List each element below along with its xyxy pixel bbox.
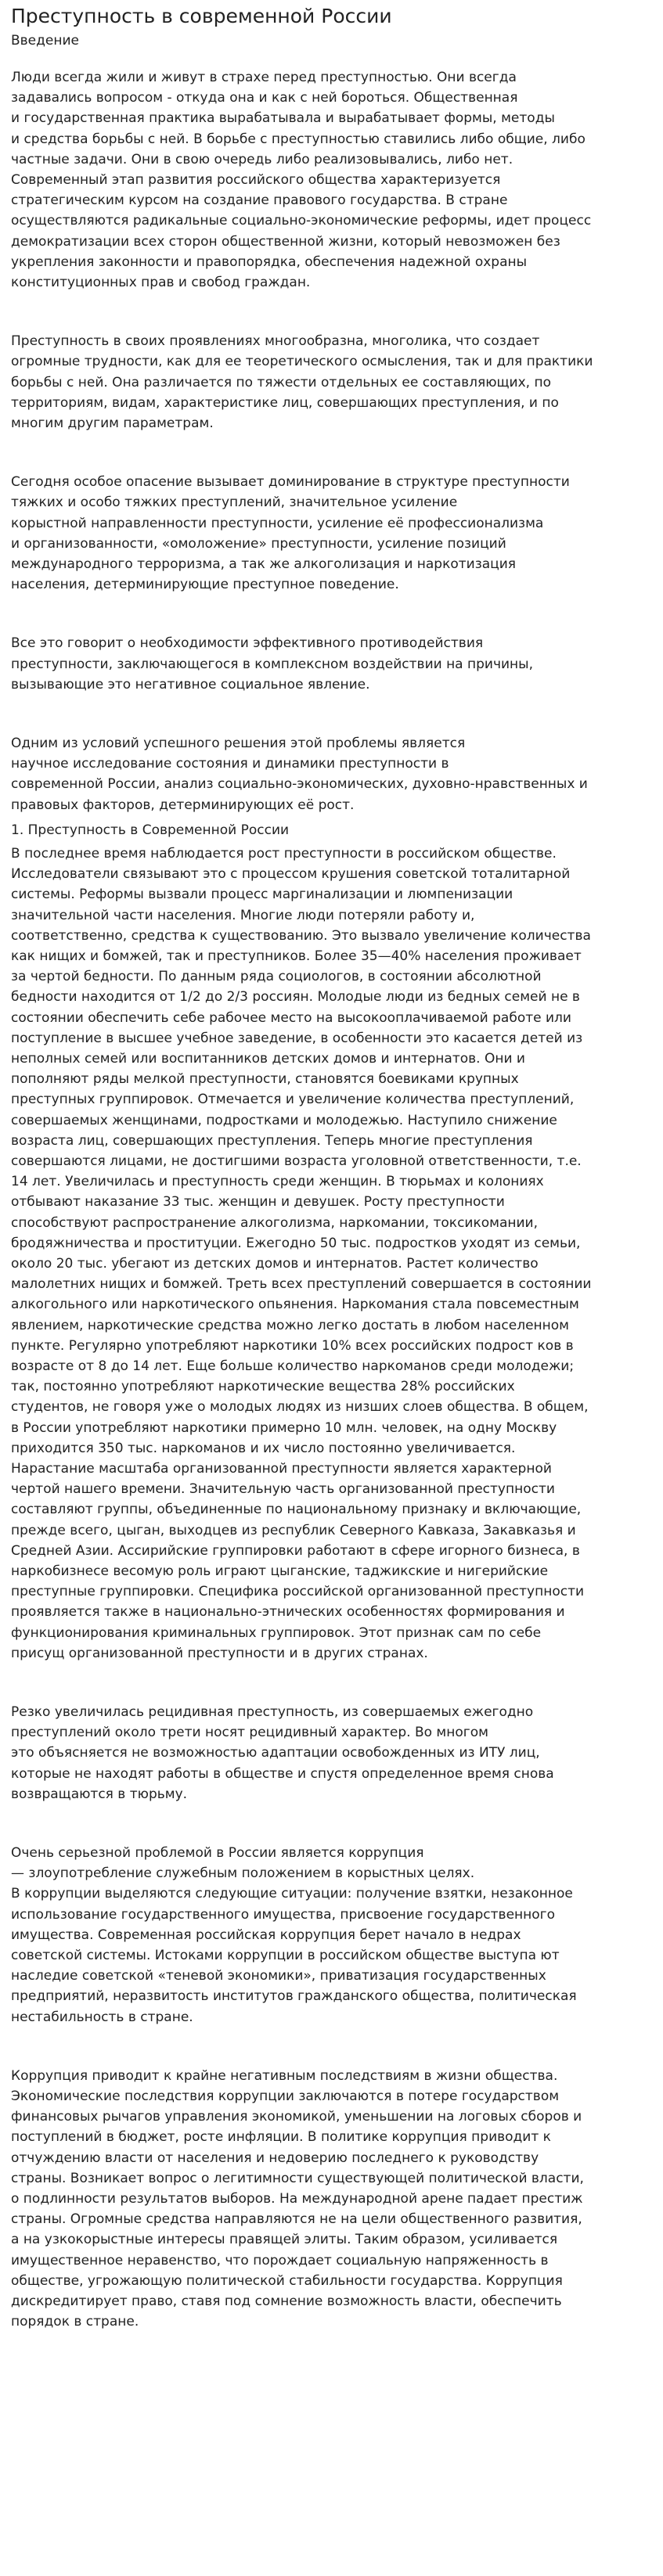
- intro-paragraph-3: Сегодня особое опасение вызывает доминирование в структуре преступности тяжких и особо тяжких преступлений, значительное усиление корыстной направленности преступности, усиление её профессионализма и организованности, «омоложение» преступности, усиление позиций международного терроризма, а так же алкоголизация и наркотизация населения, детерминирующие преступное поведение.: [11, 474, 570, 593]
- section-paragraph-2: Резко увеличилась рецидивная преступность, из совершаемых ежегодно преступлений около трети носят рецидивный характер. Во многом это объясняется не возможностью адаптации освобожденных из ИТУ лиц, которые не находят работы в обществе и спустя определенное время снова возвращаются в тюрьму.: [11, 1704, 554, 1802]
- document-title: Преступность в современной России: [11, 5, 392, 27]
- intro-paragraph-1: Люди всегда жили и живут в страхе перед преступностью. Они всегда задавались вопросом - откуда она и как с ней бороться. Общественная и государственная практика вырабатывала и вырабатывает формы, методы и средства борьбы с ней. В борьбе с преступностью ставились либо общие, либо частные задачи. Они в свою очередь либо реализовывались, либо нет. Современный этап развития российского общества характеризуется стратегическим курсом на создание правового государства. В стране осуществляются радикальные социально-экономические реформы, идет процесс демократизации всех сторон общественной жизни, который невозможен без укрепления законности и правопорядка, обеспечения надежной охраны конституционных прав и свобод граждан.: [11, 70, 592, 291]
- section-paragraph-3: Очень серьезной проблемой в России является коррупция — злоупотребление служебным положением в корыстных целях. В коррупции выделяются следующие ситуации: получение взятки, незаконное использование государственного имущества, присвоение государственного имущества. Современная российская коррупция берет начало в недрах советской системы. Истоками коррупции в российском обществе выступа ют наследие советской «теневой экономики», приватизация государственных предприятий, неразвитость институтов гражданского общества, политическая нестабильность в стране.: [11, 1845, 577, 2025]
- intro-paragraph-2: Преступность в своих проявлениях многообразна, многолика, что создает огромные трудности, как для ее теоретического осмысления, так и для практики борьбы с ней. Она различается по тяжести отдельных ее составляющих, по территориям, видам, характеристике лиц, совершающих преступления, и по многим другим параметрам.: [11, 333, 593, 432]
- section-heading: 1. Преступность в Современной России: [11, 822, 290, 838]
- intro-paragraph-5: Одним из условий успешного решения этой проблемы является научное исследование состояния и динамики преступности в современной России, анализ социально-экономических, духовно-нравственных и правовых факторов, детерминирующих её рост.: [11, 736, 588, 813]
- intro-heading: Введение: [11, 33, 79, 49]
- section-paragraph-1: В последнее время наблюдается рост преступности в российском обществе. Исследователи связывают это с процессом крушения советской тоталитарной системы. Реформы вызвали процесс маргинализации и люмпенизации значительной части населения. Многие люди потеряли работу и, соответственно, средства к существованию. Это вызвало увеличение количества как нищих и бомжей, так и преступников. Более 35—40% населения проживает за чертой бедности. По данным ряда социологов, в состоянии абсолютной бедности находится от 1/2 до 2/3 россиян. Молодые люди из бедных семей не в состоянии обеспечить себе рабочее место на высокооплачиваемой работе или поступление в высшее учебное заведение, в особенности это касается детей из неполных семей или воспитанников детских домов и интернатов. Они и пополняют ряды мелкой преступности, становятся боевиками крупных преступных группировок. Отмечается и увеличение количества преступлений, совершаемых женщинами, подростками и молодежью. Наступило снижение возраста лиц, совершающих преступления. Теперь многие преступления совершаются лицами, не достигшими возраста уголовной ответственности, т.е. 14 лет. Увеличилась и преступность среди женщин. В тюрьмах и колониях отбывают наказание 33 тыс. женщин и девушек. Росту преступности способствуют распространение алкоголизма, наркомании, токсикомании, бродяжничества и проституции. Ежегодно 50 тыс. подростков уходят из семьи, около 20 тыс. убегают из детских домов и интернатов. Растет количество малолетних нищих и бомжей. Треть всех преступлений совершается в состоянии алкогольного или наркотического опьянения. Наркомания стала повсеместным явлением, наркотические средства можно легко достать в любом населенном пункте. Регулярно употребляют наркотики 10% всех российских подрост ков в возрасте от 8 до 14 лет. Еще больше количество наркоманов среди молодежи; так, постоянно употребляют наркотические вещества 28% российских студентов, не говоря уже о молодых людях из низших слоев общества. В общем, в России употребляют наркотики примерно 10 млн. человек, на одну Москву приходится 350 тыс. наркоманов и их число постоянно увеличивается. Нарастание масштаба организованной преступности является характерной чертой нашего времени. Значительную часть организованной преступности составляют группы, объединенные по национальному признаку и включающие, прежде всего, цыган, выходцев из республик Северного Кавказа, Закавказья и Средней Азии. Ассирийские группировки работают в сфере игорного бизнеса, в наркобизнесе весомую роль играют цыганские, таджикские и нигерийские преступные группировки. Специфика российской организованной преступности проявляется также в национально-этнических особенностях формирования и функционирования криминальных группировок. Этот признак сам по себе присущ организованной преступности и в других странах.: [11, 845, 592, 1661]
- section-paragraph-4: Коррупция приводит к крайне негативным последствиям в жизни общества. Экономические последствия коррупции заключаются в потере государством финансовых рычагов управления экономикой, уменьшении на логовых сборов и поступлений в бюджет, росте инфляции. В политике коррупция приводит к отчуждению власти от населения и недоверию последнего к руководству страны. Возникает вопрос о легитимности существующей политической власти, о подлинности результатов выборов. На международной арене падает престиж страны. Огромные средства направляются не на цели общественного развития, а на узкокорыстные интересы правящей элиты. Таким образом, усиливается имущественное неравенство, что порождает социальную напряженность в обществе, угрожающую политической стабильности государства. Коррупция дискредитирует право, ставя под сомнение возможность власти, обеспечить порядок в стране.: [11, 2067, 584, 2330]
- intro-paragraph-4: Все это говорит о необходимости эффективного противодействия преступности, заключающегося в комплексном воздействии на причины, вызывающие это негативное социальное явление.: [11, 635, 533, 693]
